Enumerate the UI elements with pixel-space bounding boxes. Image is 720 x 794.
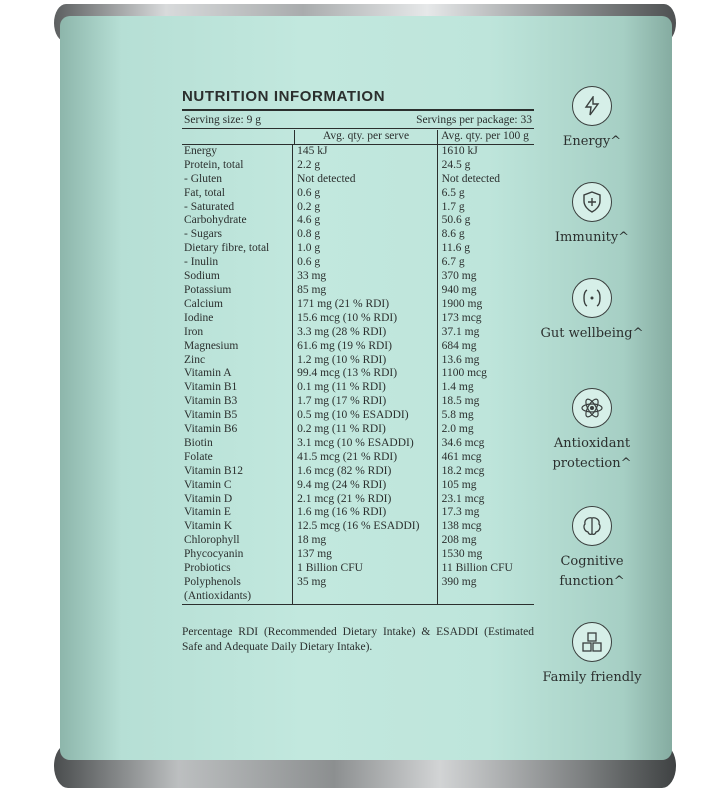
qty-per-100g: 18.5 mg [437,395,534,409]
qty-per-100g: 105 mg [437,479,534,493]
nutrition-table-header [182,129,534,145]
nutrient-name: Polyphenols [184,576,241,588]
qty-per-serve: 1 Billion CFU [292,562,437,576]
rdi-footnote: Percentage RDI (Recommended Dietary Intake) & ESADDI (Estimated Safe and Adequate Daily Dietary Intake). [182,625,534,653]
qty-per-serve: 4.6 g [292,214,437,228]
qty-per-serve: 61.6 mg (19 % RDI) [292,340,437,354]
qty-per-serve: 1.6 mcg (82 % RDI) [292,465,437,479]
qty-per-serve: 0.2 g [292,201,437,215]
nutrition-row [182,340,534,354]
qty-per-100g: 370 mg [437,270,534,284]
qty-per-serve: Not detected [292,173,437,187]
nutrition-row [182,437,534,451]
shield-plus-icon [572,182,612,222]
atom-icon [572,388,612,428]
header-per-serve: Avg. qty. per serve [294,130,437,144]
qty-per-100g: 17.3 mg [437,506,534,520]
nutrition-row [182,298,534,312]
feature-immunity [540,182,644,248]
qty-per-100g: 940 mg [437,284,534,298]
nutrition-row [182,159,534,173]
nutrient-name: Zinc [184,353,206,366]
nutrition-row [182,312,534,326]
qty-per-100g: 50.6 g [437,214,534,228]
qty-per-serve: 85 mg [292,284,437,298]
qty-per-100g: 138 mcg [437,520,534,534]
qty-per-serve: 1.6 mg (16 % RDI) [292,506,437,520]
qty-per-serve: 0.6 g [292,256,437,270]
nutrient-name: Vitamin B12 [184,464,244,477]
qty-per-100g [437,590,534,604]
nutrient-name: Potassium [184,283,232,296]
qty-per-100g: 5.8 mg [437,409,534,423]
blocks-icon [572,622,612,662]
nutrition-row [182,562,534,576]
nutrition-row [182,520,534,534]
nutrient-name: Iodine [184,311,214,324]
nutrient-name: Phycocyanin [184,548,244,561]
qty-per-serve: 1.2 mg (10 % RDI) [292,354,437,368]
qty-per-serve: 1.7 mg (17 % RDI) [292,395,437,409]
nutrient-name: Vitamin A [184,367,232,380]
feature-energy [540,86,644,152]
nutrition-row [182,284,534,298]
nutrition-row [182,576,534,590]
nutrition-row [182,479,534,493]
nutrition-row [182,409,534,423]
nutrition-row [182,506,534,520]
qty-per-100g: 173 mcg [437,312,534,326]
qty-per-100g: 1900 mg [437,298,534,312]
qty-per-100g: 13.6 mg [437,354,534,368]
feature-label: Cognitive function^ [559,554,625,589]
qty-per-serve: 2.2 g [292,159,437,173]
nutrient-name: (Antioxidants) [184,589,252,602]
nutrient-name: Iron [184,325,204,338]
header-nutrient [182,130,294,144]
nutrition-row [182,367,534,381]
qty-per-serve: 12.5 mcg (16 % ESADDI) [292,520,437,534]
feature-family [540,622,644,688]
servings-per-package: Servings per package: 33 [416,114,532,126]
nutrition-rows [182,145,534,604]
feature-label: Gut wellbeing^ [540,326,644,341]
nutrition-row [182,201,534,215]
qty-per-serve: 3.1 mcg (10 % ESADDI) [292,437,437,451]
qty-per-100g: 1.4 mg [437,381,534,395]
qty-per-serve: 137 mg [292,548,437,562]
qty-per-100g: 461 mcg [437,451,534,465]
nutrient-name: Vitamin C [184,478,232,491]
nutrient-name: - Sugars [184,228,223,241]
nutrient-name: Fat, total [184,186,225,199]
nutrient-name: Vitamin B1 [184,381,238,394]
serving-info [182,109,534,129]
qty-per-serve: 0.1 mg (11 % RDI) [292,381,437,395]
feature-antioxidant [540,388,644,474]
feature-label: Antioxidant protection^ [552,436,632,471]
qty-per-serve: 0.5 mg (10 % ESADDI) [292,409,437,423]
nutrition-row [182,354,534,368]
feature-label: Energy^ [562,134,622,149]
serving-size: Serving size: 9 g [184,114,261,126]
qty-per-100g: 11.6 g [437,242,534,256]
nutrient-name: Chlorophyll [184,534,240,547]
brain-icon [572,506,612,546]
nutrition-row [182,451,534,465]
qty-per-100g: Not detected [437,173,534,187]
nutrient-name: Magnesium [184,339,239,352]
header-per-100g: Avg. qty. per 100 g [437,130,532,144]
qty-per-serve: 3.3 mg (28 % RDI) [292,326,437,340]
qty-per-100g: 8.6 g [437,228,534,242]
qty-per-100g: 208 mg [437,534,534,548]
nutrition-row [182,214,534,228]
nutrient-name: Vitamin D [184,492,233,505]
qty-per-100g: 34.6 mcg [437,437,534,451]
qty-per-serve: 171 mg (21 % RDI) [292,298,437,312]
qty-per-100g: 390 mg [437,576,534,590]
qty-per-serve: 0.6 g [292,187,437,201]
qty-per-serve: 33 mg [292,270,437,284]
nutrition-row [182,423,534,437]
qty-per-100g: 11 Billion CFU [437,562,534,576]
qty-per-100g: 684 mg [437,340,534,354]
qty-per-100g: 1.7 g [437,201,534,215]
qty-per-100g: 23.1 mcg [437,493,534,507]
nutrition-row [182,493,534,507]
qty-per-serve: 0.8 g [292,228,437,242]
nutrition-row [182,465,534,479]
nutrient-name: Vitamin K [184,520,233,533]
nutrient-name: - Gluten [184,172,223,185]
nutrition-row [182,145,534,159]
nutrient-name: Carbohydrate [184,214,247,227]
nutrient-name: Dietary fibre, total [184,242,270,255]
qty-per-serve: 15.6 mcg (10 % RDI) [292,312,437,326]
nutrient-name: Vitamin B3 [184,395,238,408]
nutrient-name: Folate [184,450,213,463]
qty-per-100g: 37.1 mg [437,326,534,340]
qty-per-100g: 2.0 mg [437,423,534,437]
gut-icon [572,278,612,318]
qty-per-serve: 145 kJ [292,145,437,159]
qty-per-serve: 41.5 mcg (21 % RDI) [292,451,437,465]
lightning-icon [572,86,612,126]
nutrient-name: - Inulin [184,256,219,269]
qty-per-serve: 0.2 mg (11 % RDI) [292,423,437,437]
nutrition-row [182,395,534,409]
feature-label: Immunity^ [554,230,630,245]
nutrition-row [182,228,534,242]
qty-per-serve: 35 mg [292,576,437,590]
nutrition-row [182,534,534,548]
nutrient-name: Vitamin B5 [184,409,238,422]
nutrition-row [182,256,534,270]
nutrient-name: Sodium [184,270,220,283]
nutrition-row [182,173,534,187]
nutrient-name: Vitamin E [184,506,231,519]
qty-per-100g: 1530 mg [437,548,534,562]
qty-per-100g: 6.5 g [437,187,534,201]
qty-per-serve: 18 mg [292,534,437,548]
qty-per-100g: 18.2 mcg [437,465,534,479]
qty-per-serve: 2.1 mcg (21 % RDI) [292,493,437,507]
qty-per-serve: 1.0 g [292,242,437,256]
qty-per-100g: 1100 mcg [437,367,534,381]
nutrition-row [182,187,534,201]
nutrition-row [182,548,534,562]
qty-per-serve [292,590,437,604]
nutrition-row [182,590,534,604]
nutrition-panel [182,88,534,655]
nutrient-name: Protein, total [184,158,244,171]
feature-cognitive [540,506,644,592]
qty-per-serve: 9.4 mg (24 % RDI) [292,479,437,493]
nutrient-name: Energy [184,144,218,157]
feature-gut [540,278,644,344]
qty-per-100g: 6.7 g [437,256,534,270]
nutrition-row [182,270,534,284]
nutrition-row [182,242,534,256]
nutrient-name: Probiotics [184,562,231,575]
nutrient-name: Calcium [184,297,223,310]
nutrition-row [182,326,534,340]
feature-label: Family friendly [542,670,642,685]
nutrition-table [182,129,534,605]
nutrient-name: - Saturated [184,200,235,213]
nutrient-name: Vitamin B6 [184,423,238,436]
qty-per-100g: 24.5 g [437,159,534,173]
nutrition-row [182,381,534,395]
nutrient-name: Biotin [184,436,213,449]
qty-per-100g: 1610 kJ [437,145,534,159]
qty-per-serve: 99.4 mcg (13 % RDI) [292,367,437,381]
nutrition-title: NUTRITION INFORMATION [182,88,386,105]
